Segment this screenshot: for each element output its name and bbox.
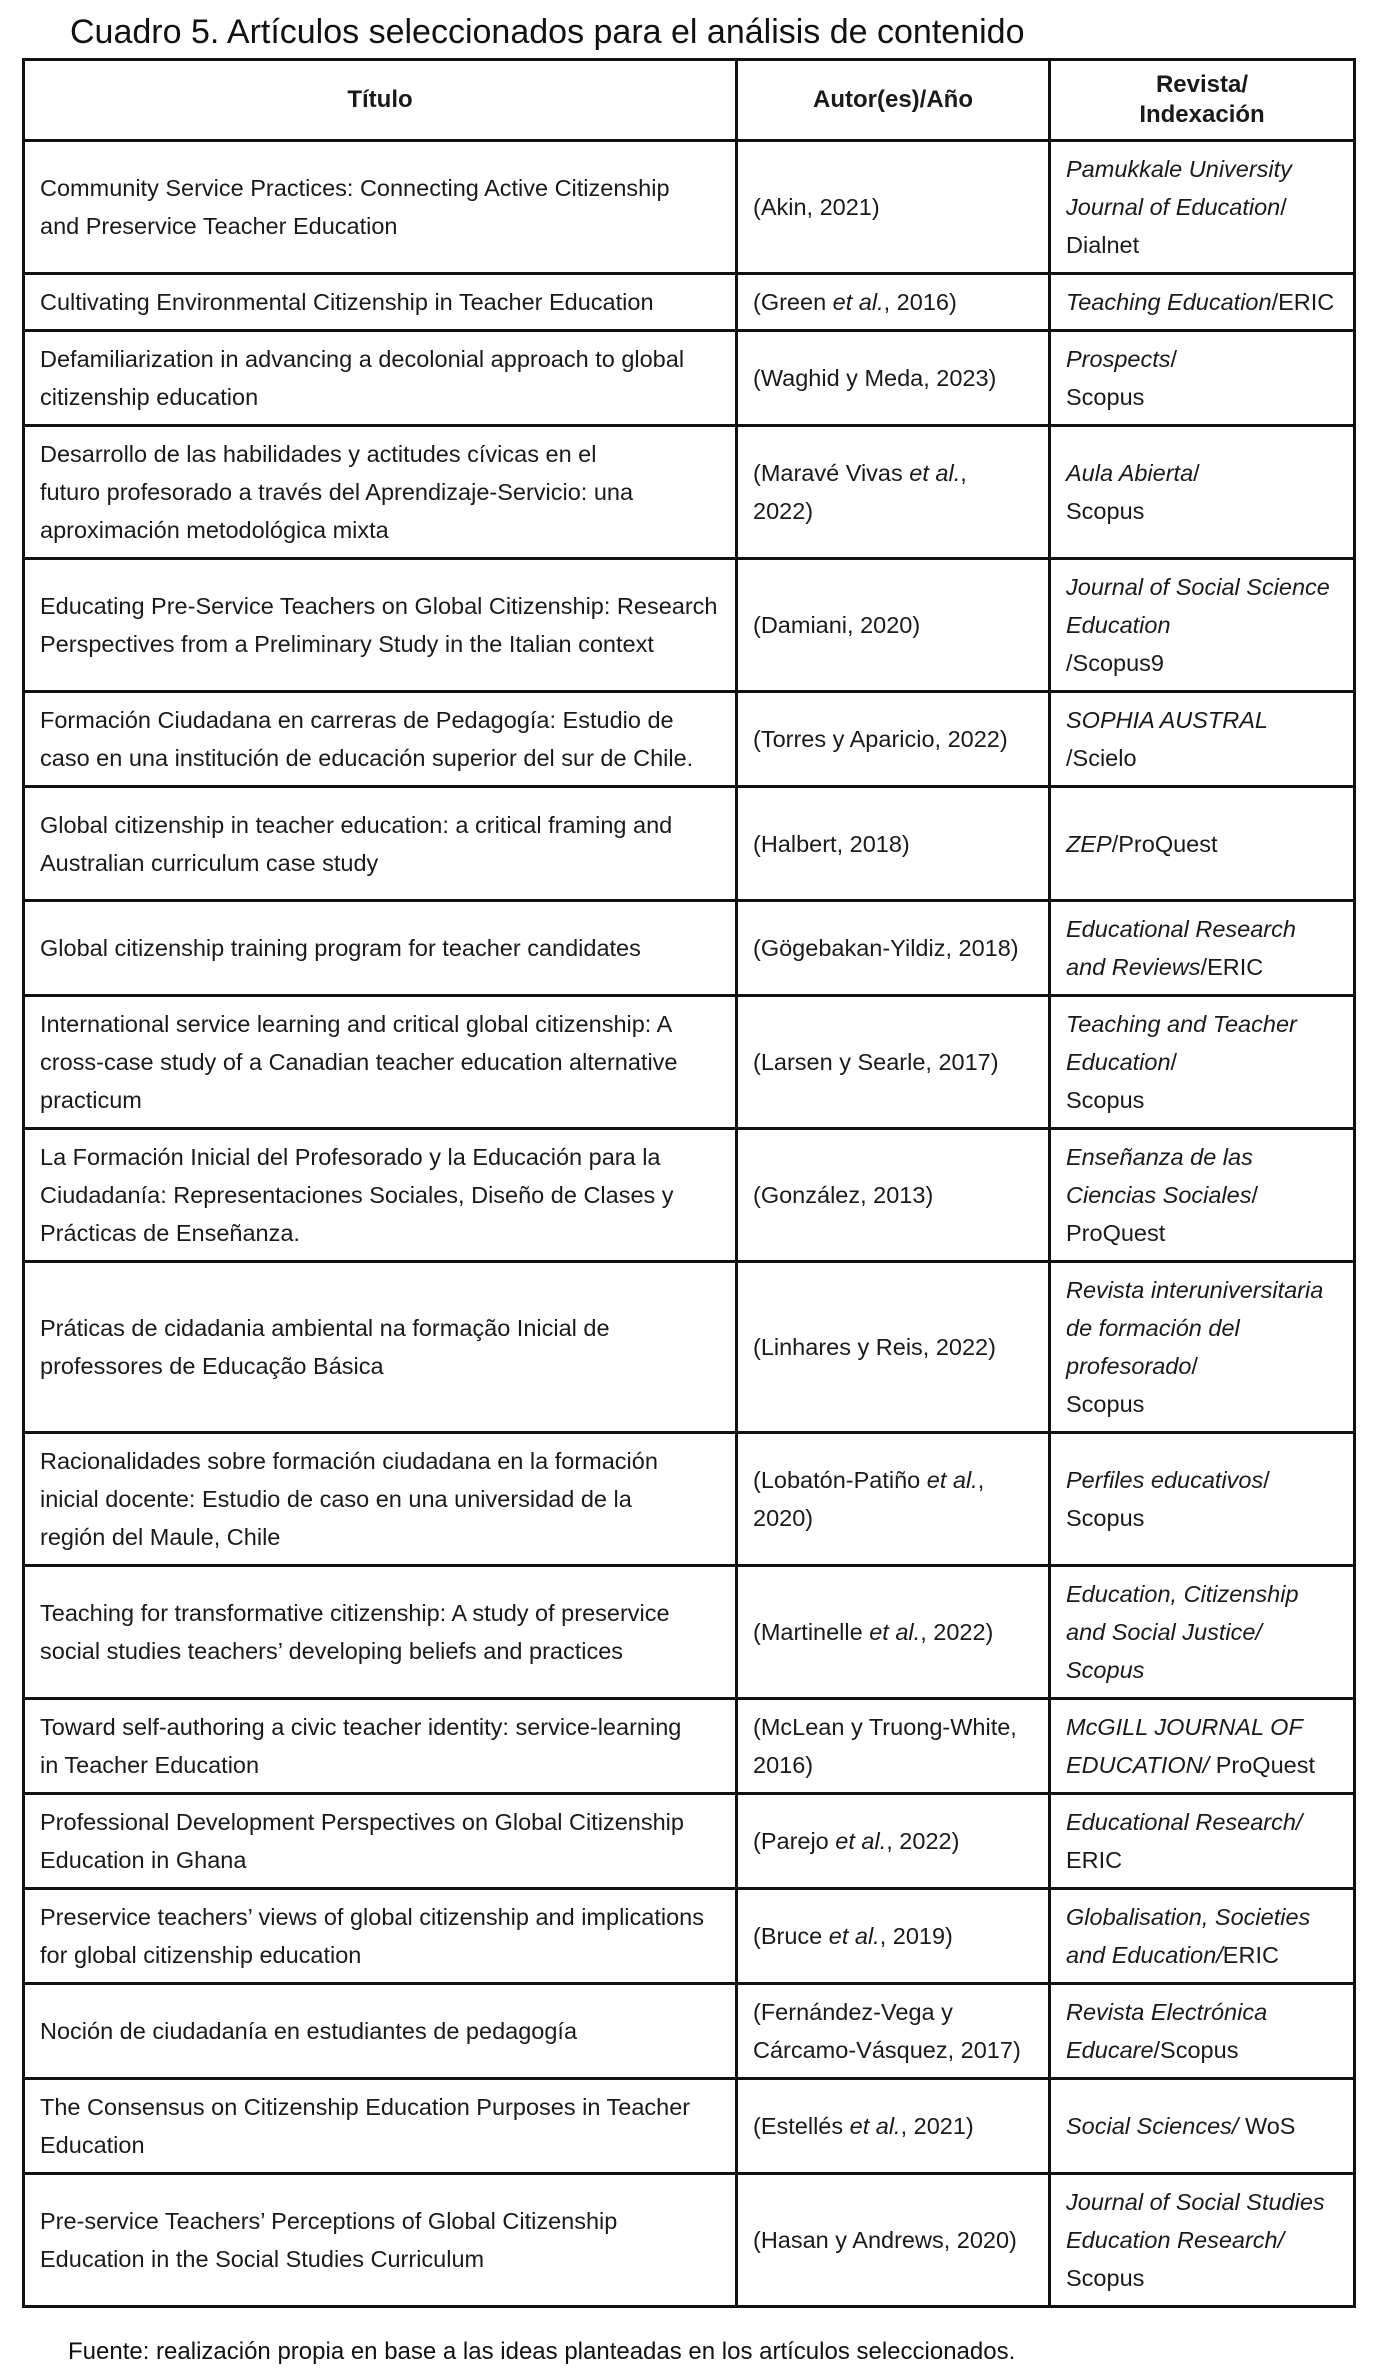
cell-text: , 2022) xyxy=(886,1828,960,1854)
cell-text: Perfiles educativos xyxy=(1066,1467,1264,1493)
cell-text: Desarrollo de las habilidades y actitudes cívicas en el xyxy=(40,441,597,467)
cell-text: Scopus xyxy=(1066,1505,1145,1531)
title-cell xyxy=(24,1433,737,1566)
cell-text: cross-case study of a Canadian teacher education alternative xyxy=(40,1049,678,1075)
journal-cell xyxy=(1050,426,1355,559)
journal-cell xyxy=(1050,1129,1355,1262)
cell-text: citizenship education xyxy=(40,384,259,410)
title-cell xyxy=(24,274,737,331)
author-cell xyxy=(737,1794,1050,1889)
title-cell xyxy=(24,1889,737,1984)
cell-text: practicum xyxy=(40,1087,142,1113)
cell-text: / xyxy=(1263,1467,1270,1493)
title-cell xyxy=(24,996,737,1129)
cell-text: Teaching Education xyxy=(1066,289,1272,315)
cell-text: Teaching for transformative citizenship: A study of preservice xyxy=(40,1600,670,1626)
cell-text: Pre-service Teachers’ Perceptions of Global Citizenship xyxy=(40,2208,618,2234)
author-cell xyxy=(737,1699,1050,1794)
cell-text: / xyxy=(1193,460,1200,486)
author-cell xyxy=(737,996,1050,1129)
cell-text: región del Maule, Chile xyxy=(40,1524,281,1550)
table-row xyxy=(24,901,1355,996)
cell-text: (Damiani, 2020) xyxy=(753,612,921,638)
cell-text: ERIC xyxy=(1222,1942,1279,1968)
cell-text: (Gögebakan-Yildiz, 2018) xyxy=(753,935,1019,961)
title-cell xyxy=(24,692,737,787)
cell-text: Revista Electrónica xyxy=(1066,1999,1268,2025)
author-cell xyxy=(737,1262,1050,1433)
title-cell xyxy=(24,1699,737,1794)
cell-text: /ERIC xyxy=(1200,954,1264,980)
table-row xyxy=(24,787,1355,901)
author-cell xyxy=(737,787,1050,901)
cell-text: WoS xyxy=(1238,2113,1296,2139)
table-row xyxy=(24,996,1355,1129)
cell-text: ProQuest xyxy=(1066,1220,1166,1246)
cell-text: et al. xyxy=(909,460,961,486)
cell-text: Education xyxy=(40,2132,145,2158)
cell-text: Teaching and Teacher xyxy=(1066,1011,1297,1037)
cell-text: Enseñanza de las xyxy=(1066,1144,1253,1170)
header-titulo: Título xyxy=(24,60,737,141)
cell-text: aproximación metodológica mixta xyxy=(40,517,389,543)
cell-text: Global citizenship training program for teacher candidates xyxy=(40,935,641,961)
cell-text: (Estellés xyxy=(753,2113,850,2139)
cell-text: Community Service Practices: Connecting Active Citizenship xyxy=(40,175,670,201)
cell-text: Noción de ciudadanía en estudiantes de pedagogía xyxy=(40,2018,578,2044)
cell-text: , 2019) xyxy=(879,1923,953,1949)
journal-cell xyxy=(1050,1889,1355,1984)
cell-text: social studies teachers’ developing beliefs and practices xyxy=(40,1638,624,1664)
title-cell xyxy=(24,1794,737,1889)
journal-cell xyxy=(1050,274,1355,331)
cell-text: Defamiliarization in advancing a decolonial approach to global xyxy=(40,346,685,372)
cell-text: /ERIC xyxy=(1271,289,1335,315)
journal-cell xyxy=(1050,2174,1355,2307)
author-cell xyxy=(737,141,1050,274)
header-autor: Autor(es)/Año xyxy=(737,60,1050,141)
cell-text: Education Research/ xyxy=(1066,2227,1285,2253)
header-revista xyxy=(1050,60,1355,141)
cell-text: (Bruce xyxy=(753,1923,829,1949)
author-cell xyxy=(737,1129,1050,1262)
cell-text: Educational Research/ xyxy=(1066,1809,1303,1835)
cell-text: (Akin, 2021) xyxy=(753,194,880,220)
title-cell xyxy=(24,2174,737,2307)
cell-text: Scopus xyxy=(1066,1657,1145,1683)
cell-text: (Lobatón-Patiño xyxy=(753,1467,927,1493)
journal-cell xyxy=(1050,692,1355,787)
cell-text: International service learning and critical global citizenship: A xyxy=(40,1011,673,1037)
cell-text: Prospects xyxy=(1066,346,1171,372)
title-cell xyxy=(24,1262,737,1433)
journal-cell xyxy=(1050,787,1355,901)
cell-text: (González, 2013) xyxy=(753,1182,934,1208)
cell-text: Education xyxy=(1066,1049,1171,1075)
cell-text: Scopus xyxy=(1066,1087,1145,1113)
title-cell xyxy=(24,787,737,901)
author-cell xyxy=(737,901,1050,996)
cell-text: et al. xyxy=(828,1923,880,1949)
cell-text: / xyxy=(1170,346,1178,372)
cell-text: caso en una institución de educación superior del sur de Chile. xyxy=(40,745,694,771)
cell-text: Revista interuniversitaria xyxy=(1066,1277,1324,1303)
cell-text: Education xyxy=(1066,612,1171,638)
cell-text: Pamukkale University xyxy=(1066,156,1292,182)
cell-text: (Halbert, 2018) xyxy=(753,830,910,857)
cell-text: Journal of Education xyxy=(1066,194,1281,220)
table-row xyxy=(24,274,1355,331)
title-cell xyxy=(24,2079,737,2174)
cell-text: , 2022) xyxy=(753,460,967,524)
cell-text: Scopus xyxy=(1066,384,1145,410)
cell-text: Social Sciences/ xyxy=(1066,2113,1239,2139)
cell-text: and Reviews xyxy=(1066,954,1201,980)
author-cell xyxy=(737,426,1050,559)
cell-text: Scopus xyxy=(1066,2265,1145,2291)
cell-text: Prácticas de Enseñanza. xyxy=(40,1220,300,1246)
cell-text: profesorado xyxy=(1066,1353,1192,1379)
cell-text: et al. xyxy=(849,2113,901,2139)
cell-text: Racionalidades sobre formación ciudadana en la formación xyxy=(40,1448,658,1474)
table-row xyxy=(24,1699,1355,1794)
cell-text: Education, Citizenship xyxy=(1066,1581,1299,1607)
table-row xyxy=(24,2079,1355,2174)
cell-text: 2020) xyxy=(753,1505,814,1531)
cell-text: Scopus xyxy=(1066,498,1145,524)
table-row xyxy=(24,692,1355,787)
author-cell xyxy=(737,331,1050,426)
title-cell xyxy=(24,1566,737,1699)
cell-text: /Scopus xyxy=(1153,2037,1239,2063)
cell-text: Toward self-authoring a civic teacher identity: service-learning xyxy=(40,1714,682,1740)
cell-text: (McLean y Truong-White, xyxy=(753,1714,1017,1740)
cell-text: and Social Justice/ xyxy=(1066,1619,1262,1645)
cell-text: Educating Pre-Service Teachers on Global Citizenship: Research xyxy=(40,593,718,619)
cell-text: ZEP xyxy=(1066,830,1112,857)
cell-text: Cárcamo-Vásquez, 2017) xyxy=(753,2037,1021,2063)
cell-text: Ciudadanía: Representaciones Sociales, Diseño de Clases y xyxy=(40,1182,674,1208)
cell-text: (Maravé Vivas xyxy=(753,460,910,486)
table-row xyxy=(24,141,1355,274)
cell-text: Perspectives from a Preliminary Study in the Italian context xyxy=(40,631,654,657)
author-cell xyxy=(737,1984,1050,2079)
cell-text: and Education/ xyxy=(1066,1942,1223,1968)
title-cell xyxy=(24,426,737,559)
cell-text: professores de Educação Básica xyxy=(40,1353,384,1379)
cell-text: de formación del xyxy=(1066,1315,1240,1341)
cell-text: / xyxy=(1251,1182,1259,1208)
cell-text: (Hasan y Andrews, 2020) xyxy=(753,2227,1017,2253)
cell-text: Educational Research xyxy=(1066,916,1296,942)
cell-text: Cultivating Environmental Citizenship in Teacher Education xyxy=(40,289,654,315)
cell-text: Aula Abierta xyxy=(1066,460,1194,486)
cell-text: inicial docente: Estudio de caso en una universidad de la xyxy=(40,1486,632,1512)
cell-text: Australian curriculum case study xyxy=(40,849,379,876)
cell-text: (Fernández-Vega y xyxy=(753,1999,953,2025)
cell-text: for global citizenship education xyxy=(40,1942,362,1968)
cell-text: 2016) xyxy=(753,1752,814,1778)
cell-text: Global citizenship in teacher education: a critical framing and xyxy=(40,811,673,838)
cell-text: ERIC xyxy=(1066,1847,1123,1873)
author-cell xyxy=(737,692,1050,787)
journal-cell xyxy=(1050,1794,1355,1889)
journal-cell xyxy=(1050,331,1355,426)
table-row xyxy=(24,1566,1355,1699)
cell-text: Práticas de cidadania ambiental na formação Inicial de xyxy=(40,1315,610,1341)
cell-text: Dialnet xyxy=(1066,232,1140,258)
table-row xyxy=(24,331,1355,426)
cell-text: Education in Ghana xyxy=(40,1847,247,1873)
table-row xyxy=(24,1262,1355,1433)
table-row xyxy=(24,1984,1355,2079)
journal-cell xyxy=(1050,1262,1355,1433)
cell-text: , 2022) xyxy=(920,1619,994,1645)
cell-text: in Teacher Education xyxy=(40,1752,260,1778)
author-cell xyxy=(737,2174,1050,2307)
cell-text: (Green xyxy=(753,289,833,315)
cell-text: Scopus xyxy=(1066,1391,1145,1417)
header-row xyxy=(24,60,1355,141)
cell-text: (Martinelle xyxy=(753,1619,870,1645)
journal-cell xyxy=(1050,1433,1355,1566)
title-cell xyxy=(24,1984,737,2079)
cell-text: /Scopus9 xyxy=(1066,650,1164,676)
cell-text: futuro profesorado a través del Aprendizaje-Servicio: una xyxy=(40,479,634,505)
journal-cell xyxy=(1050,1984,1355,2079)
cell-text: ProQuest xyxy=(1209,1752,1315,1778)
author-cell xyxy=(737,2079,1050,2174)
journal-cell xyxy=(1050,141,1355,274)
cell-text: Journal of Social Science xyxy=(1066,574,1330,600)
source-note: Fuente: realización propia en base a las ideas planteadas en los artículos seleccionados. xyxy=(68,2338,1016,2365)
cell-text: SOPHIA AUSTRAL xyxy=(1066,707,1268,733)
cell-text: La Formación Inicial del Profesorado y la Educación para la xyxy=(40,1144,661,1170)
cell-text: (Waghid y Meda, 2023) xyxy=(753,365,997,391)
cell-text: / xyxy=(1170,1049,1178,1075)
articles-table xyxy=(22,58,1356,2308)
cell-text: , xyxy=(977,1467,985,1493)
title-cell xyxy=(24,331,737,426)
author-cell xyxy=(737,274,1050,331)
journal-cell xyxy=(1050,2079,1355,2174)
cell-text: (Linhares y Reis, 2022) xyxy=(753,1334,996,1360)
cell-text: (Torres y Aparicio, 2022) xyxy=(753,726,1008,752)
cell-text: McGILL JOURNAL OF xyxy=(1066,1714,1303,1740)
title-cell xyxy=(24,141,737,274)
table-row xyxy=(24,1889,1355,1984)
cell-text: Journal of Social Studies xyxy=(1066,2189,1325,2215)
cell-text: / xyxy=(1191,1353,1198,1379)
cell-text: Education in the Social Studies Curriculum xyxy=(40,2246,485,2272)
cell-text: , 2016) xyxy=(883,289,957,315)
cell-text: /ProQuest xyxy=(1111,830,1218,857)
cell-text: EDUCATION/ xyxy=(1066,1752,1210,1778)
journal-cell xyxy=(1050,901,1355,996)
title-cell xyxy=(24,559,737,692)
table-row xyxy=(24,426,1355,559)
cell-text: / xyxy=(1280,194,1287,220)
journal-cell xyxy=(1050,996,1355,1129)
cell-text: et al. xyxy=(835,1828,887,1854)
cell-text: , 2021) xyxy=(900,2113,974,2139)
title-cell xyxy=(24,1129,737,1262)
cell-text: (Larsen y Searle, 2017) xyxy=(753,1049,999,1075)
cell-text: (Parejo xyxy=(753,1828,836,1854)
cell-text: and Preservice Teacher Education xyxy=(40,213,398,239)
cell-text: Educare xyxy=(1066,2037,1154,2063)
cell-text: Professional Development Perspectives on Global Citizenship xyxy=(40,1809,684,1835)
journal-cell xyxy=(1050,1566,1355,1699)
author-cell xyxy=(737,559,1050,692)
cell-text: /Scielo xyxy=(1066,745,1137,771)
journal-cell xyxy=(1050,559,1355,692)
header-revista-line1: Revista/ xyxy=(1155,71,1249,98)
author-cell xyxy=(737,1566,1050,1699)
journal-cell xyxy=(1050,1699,1355,1794)
title-cell xyxy=(24,901,737,996)
cell-text: The Consensus on Citizenship Education Purposes in Teacher xyxy=(40,2094,691,2120)
header-revista-line2: Indexación xyxy=(1139,101,1265,128)
table-row xyxy=(24,559,1355,692)
table-caption: Cuadro 5. Artículos seleccionados para el análisis de contenido xyxy=(70,13,1025,51)
table-row xyxy=(24,1433,1355,1566)
table-row xyxy=(24,1129,1355,1262)
table-row xyxy=(24,1794,1355,1889)
cell-text: Globalisation, Societies xyxy=(1066,1904,1311,1930)
cell-text: et al. xyxy=(832,289,884,315)
cell-text: Formación Ciudadana en carreras de Pedagogía: Estudio de xyxy=(40,707,674,733)
cell-text: Ciencias Sociales xyxy=(1066,1182,1252,1208)
author-cell xyxy=(737,1889,1050,1984)
cell-text: et al. xyxy=(926,1467,978,1493)
cell-text: Preservice teachers’ views of global citizenship and implications xyxy=(40,1904,704,1930)
author-cell xyxy=(737,1433,1050,1566)
table-row xyxy=(24,2174,1355,2307)
cell-text: et al. xyxy=(869,1619,921,1645)
